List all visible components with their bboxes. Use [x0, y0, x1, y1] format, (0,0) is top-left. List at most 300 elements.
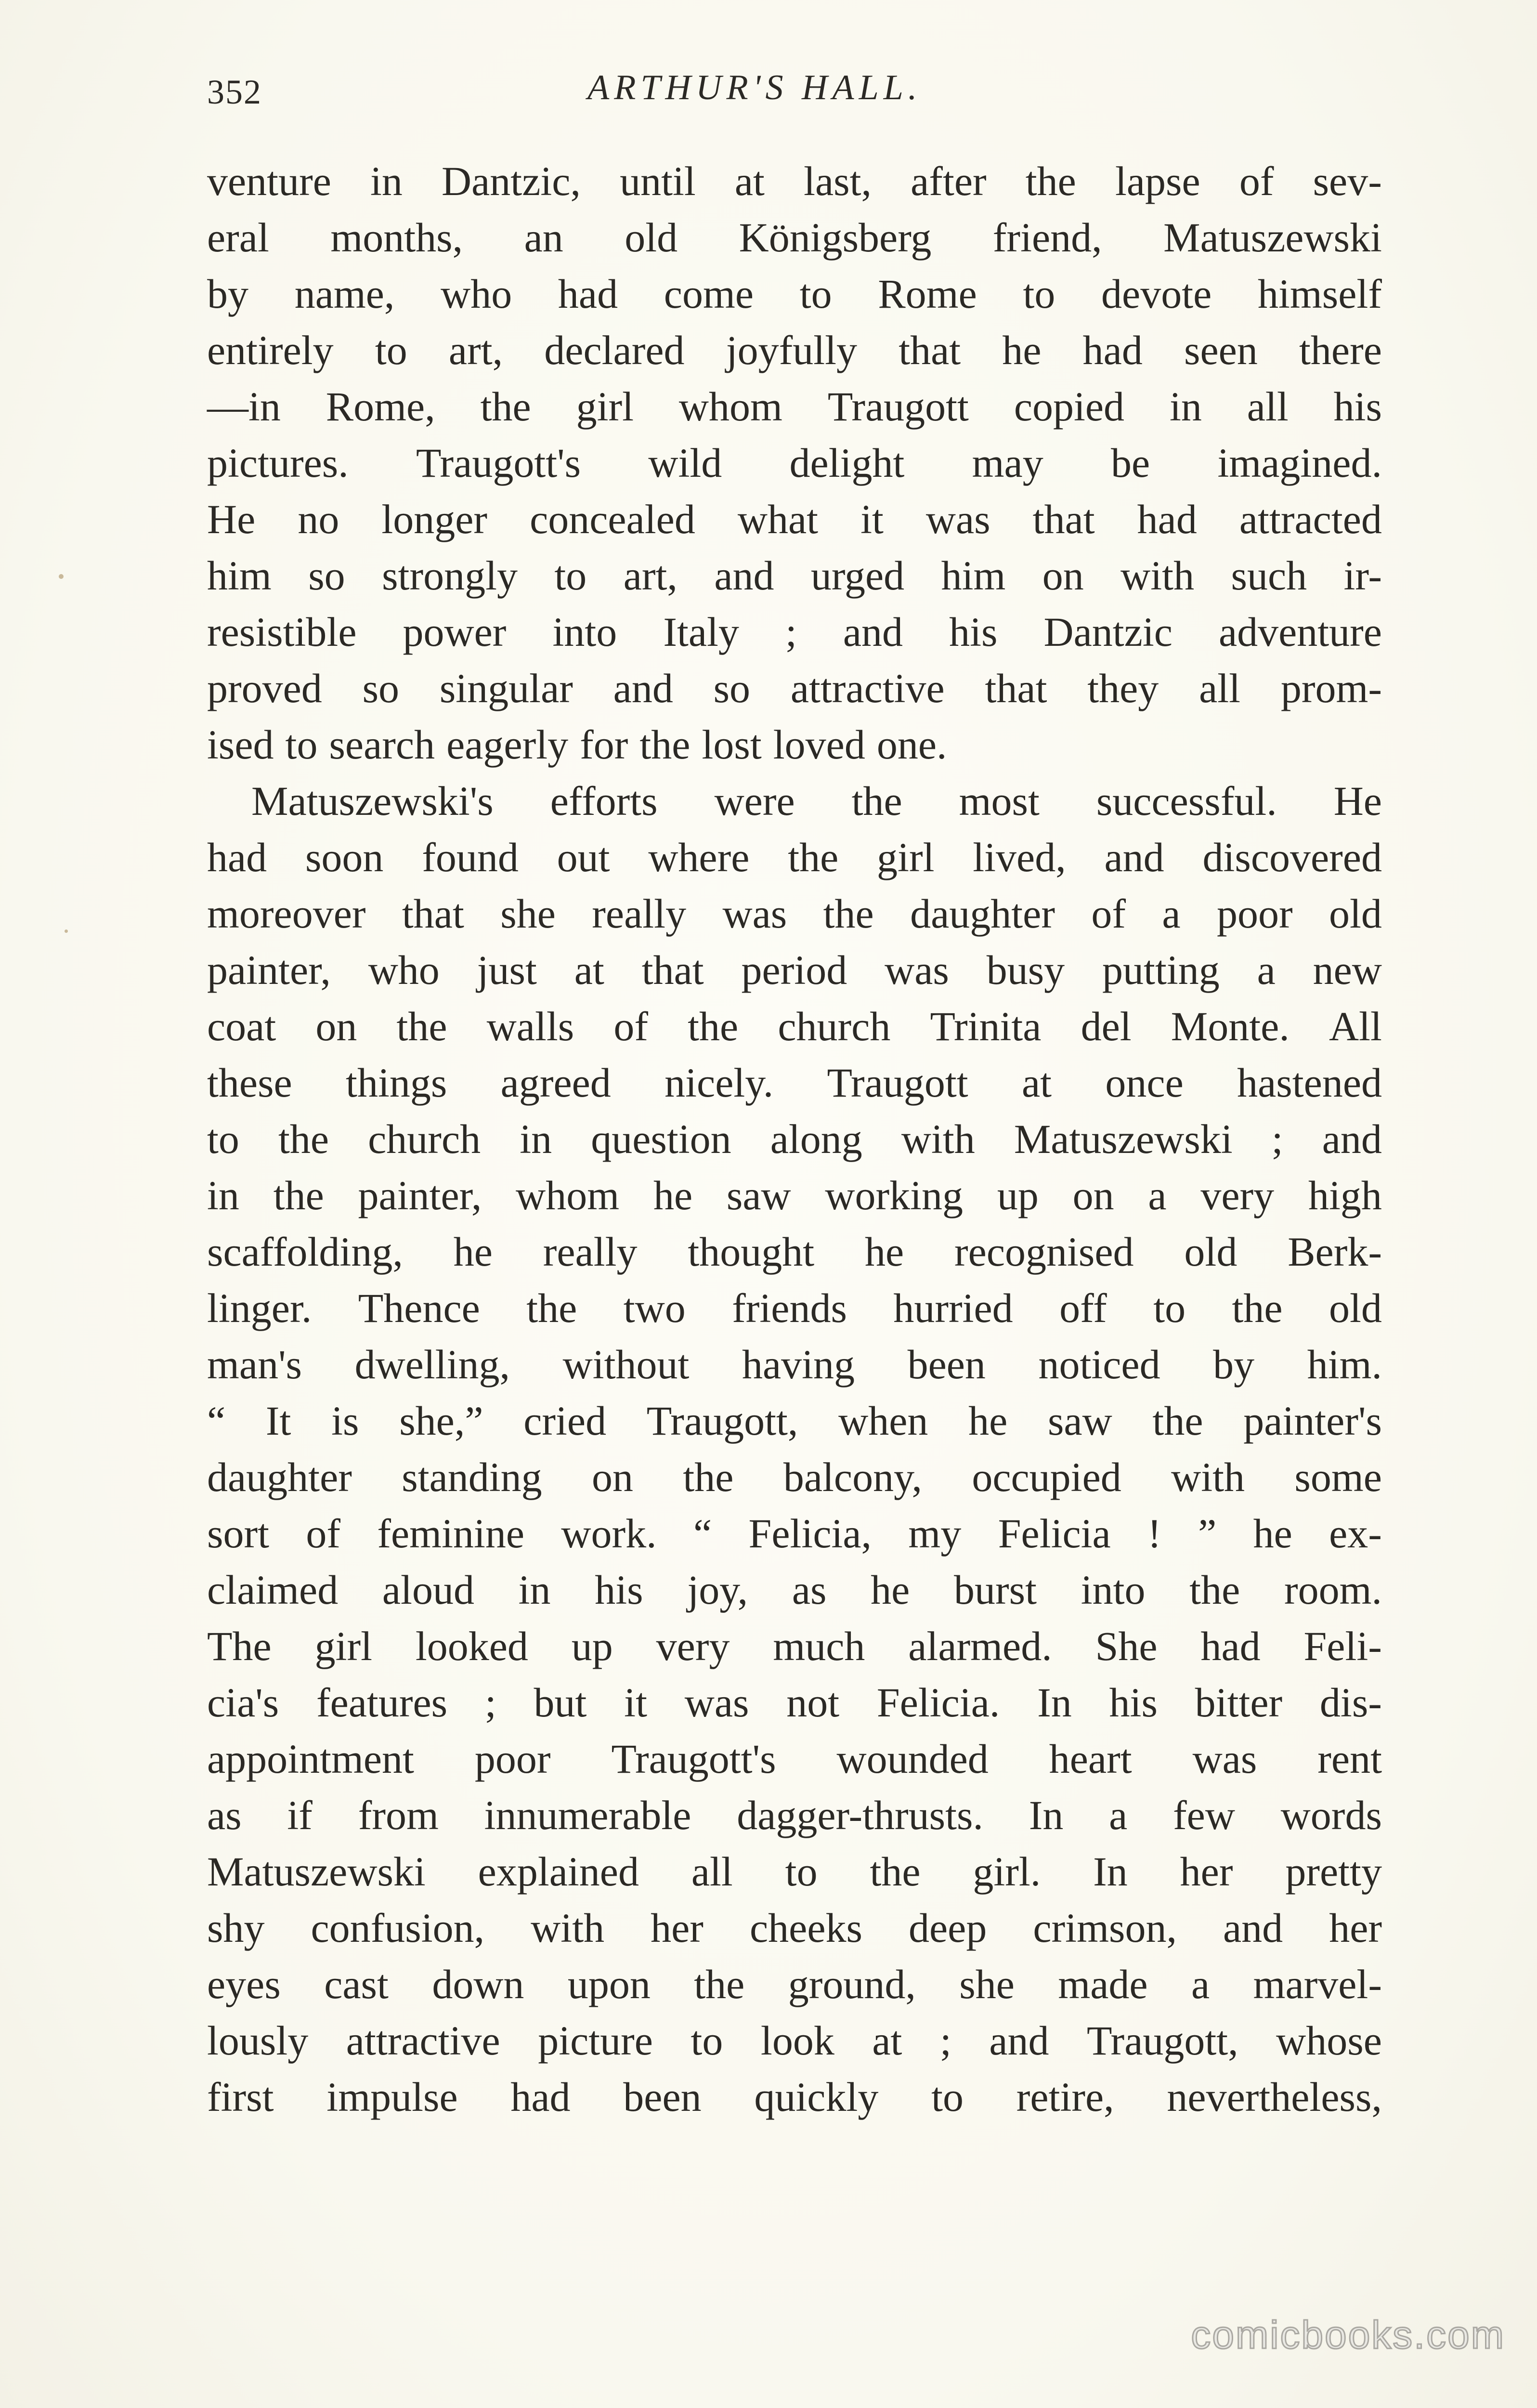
- word: most: [959, 778, 1040, 824]
- word: saw: [726, 1172, 791, 1218]
- word: upon: [567, 1961, 651, 2007]
- word: it: [624, 1679, 647, 1726]
- word: look: [760, 2017, 834, 2064]
- word: She: [1095, 1623, 1158, 1669]
- word: Matuszewski's: [251, 778, 494, 824]
- text-line: [207, 1618, 1382, 1675]
- word: ;: [939, 2017, 951, 2064]
- word: all: [1247, 383, 1289, 430]
- word: Traugott,: [1087, 2017, 1238, 2064]
- word: pictures.: [207, 440, 349, 486]
- text-line: [207, 829, 1382, 886]
- word: girl: [314, 1623, 372, 1669]
- word: Traugott: [827, 1060, 968, 1106]
- word: ;: [484, 1679, 496, 1726]
- word: delight: [789, 440, 905, 486]
- word: ;: [1271, 1116, 1283, 1162]
- word: to: [799, 271, 832, 317]
- word: cia's: [207, 1679, 279, 1726]
- word: “: [693, 1510, 712, 1557]
- word: these: [207, 1060, 292, 1106]
- word: It: [265, 1398, 291, 1444]
- word: that: [641, 947, 704, 993]
- word: from: [358, 1792, 439, 1838]
- text-line: [207, 1336, 1382, 1393]
- word: ground,: [788, 1961, 916, 2007]
- word: Felicia,: [748, 1510, 872, 1557]
- text-line: [207, 266, 1382, 322]
- word: rent: [1317, 1736, 1382, 1782]
- word: up: [571, 1623, 613, 1669]
- word: him: [941, 552, 1006, 599]
- body-text: [207, 153, 1382, 2125]
- word: by: [207, 271, 248, 317]
- word: such: [1231, 552, 1307, 599]
- word: at: [574, 947, 604, 993]
- word: himself: [1257, 271, 1382, 317]
- word: on: [315, 1003, 357, 1049]
- word: words: [1280, 1792, 1382, 1838]
- word: putting: [1102, 947, 1220, 993]
- word: of: [1091, 890, 1126, 937]
- word: the: [683, 1454, 734, 1500]
- word: with: [1120, 552, 1195, 599]
- word: claimed: [207, 1567, 339, 1613]
- word: were: [714, 778, 795, 824]
- word: he: [1002, 327, 1042, 373]
- word: was: [722, 890, 787, 937]
- word: not: [786, 1679, 840, 1726]
- text-line: [207, 1956, 1382, 2013]
- word: entirely: [207, 327, 334, 373]
- word: old: [1184, 1229, 1237, 1275]
- word: longer: [381, 496, 488, 542]
- word: to: [375, 327, 407, 373]
- word: coat: [207, 1003, 276, 1049]
- word: scaffolding,: [207, 1229, 403, 1275]
- word: quickly: [754, 2074, 879, 2120]
- word: come: [664, 271, 754, 317]
- word: the: [639, 721, 690, 768]
- text-line: [207, 1224, 1382, 1280]
- word: high: [1308, 1172, 1382, 1218]
- word: him: [207, 552, 272, 599]
- word: with: [1171, 1454, 1245, 1500]
- word: what: [737, 496, 819, 542]
- word: soon: [305, 834, 384, 880]
- word: friend,: [992, 214, 1102, 261]
- text-line: [207, 1393, 1382, 1449]
- word: and: [1322, 1116, 1382, 1162]
- text-line: [207, 604, 1382, 660]
- word: in: [520, 1116, 552, 1162]
- word: and: [714, 552, 774, 599]
- word: ;: [785, 609, 797, 655]
- text-line: [207, 2013, 1382, 2069]
- word: strongly: [382, 552, 518, 599]
- word: balcony,: [783, 1454, 922, 1500]
- word: that: [985, 665, 1047, 711]
- word: a: [1148, 1172, 1167, 1218]
- word: del: [1081, 1003, 1132, 1049]
- word: feminine: [377, 1510, 525, 1557]
- word: there: [1299, 327, 1382, 373]
- word: Dantzic: [1043, 609, 1172, 655]
- word: very: [1200, 1172, 1275, 1218]
- word: just: [477, 947, 537, 993]
- word: explained: [478, 1848, 639, 1895]
- word: he: [871, 1567, 910, 1613]
- word: at: [734, 158, 765, 204]
- text-line: [207, 1449, 1382, 1505]
- word: Thence: [358, 1285, 480, 1331]
- text-line: [207, 942, 1382, 998]
- word: cheeks: [749, 1905, 862, 1951]
- word: thought: [688, 1229, 815, 1275]
- word: had: [1200, 1623, 1261, 1669]
- word: joy,: [687, 1567, 748, 1613]
- word: whom: [678, 383, 782, 430]
- word: He: [1333, 778, 1382, 824]
- word: sort: [207, 1510, 269, 1557]
- word: and: [613, 665, 673, 711]
- word: new: [1313, 947, 1382, 993]
- word: old: [1329, 890, 1382, 937]
- word: poor: [474, 1736, 551, 1782]
- word: was: [925, 496, 990, 542]
- word: up: [997, 1172, 1039, 1218]
- word: in: [370, 158, 403, 204]
- word: a: [1191, 1961, 1210, 2007]
- word: her: [1180, 1848, 1233, 1895]
- word: he: [865, 1229, 904, 1275]
- word: the: [396, 1003, 447, 1049]
- word: power: [403, 609, 507, 655]
- word: alarmed.: [908, 1623, 1052, 1669]
- word: shy: [207, 1905, 265, 1951]
- word: attracted: [1239, 496, 1382, 542]
- word: to: [554, 552, 587, 599]
- word: down: [432, 1961, 524, 2007]
- paper-speck: [65, 929, 68, 933]
- paper-speck: [59, 574, 64, 579]
- word: he: [968, 1398, 1008, 1444]
- word: Italy: [663, 609, 739, 655]
- word: busy: [986, 947, 1065, 993]
- word: as: [207, 1792, 242, 1838]
- word: impulse: [326, 2074, 458, 2120]
- word: adventure: [1218, 609, 1382, 655]
- word: nevertheless,: [1167, 2074, 1382, 2120]
- word: innumerable: [484, 1792, 691, 1838]
- word: art,: [448, 327, 503, 373]
- word: the: [1152, 1398, 1203, 1444]
- word: copied: [1014, 383, 1125, 430]
- word: Felicia.: [876, 1679, 1000, 1726]
- word: really: [592, 890, 687, 937]
- word: the: [1232, 1285, 1283, 1331]
- word: old: [1329, 1285, 1382, 1331]
- word: working: [825, 1172, 964, 1218]
- word: had: [510, 2074, 571, 2120]
- word: a: [1109, 1792, 1128, 1838]
- word: really: [543, 1229, 638, 1275]
- word: that: [899, 327, 961, 373]
- word: girl: [877, 834, 935, 880]
- word: Dantzic,: [442, 158, 581, 204]
- word: painter's: [1243, 1398, 1382, 1444]
- word: few: [1173, 1792, 1235, 1838]
- word: Traugott: [827, 383, 969, 430]
- word: joyfully: [726, 327, 858, 373]
- word: picture: [538, 2017, 653, 2064]
- word: prom-: [1280, 665, 1382, 711]
- word: saw: [1047, 1398, 1112, 1444]
- word: the: [870, 1848, 921, 1895]
- word: that: [1032, 496, 1095, 542]
- word: appointment: [207, 1736, 414, 1782]
- word: dwelling,: [354, 1341, 510, 1387]
- text-line: [207, 773, 1382, 829]
- word: Königsberg: [739, 214, 932, 261]
- word: efforts: [550, 778, 658, 824]
- word: into: [1081, 1567, 1146, 1613]
- word: ”: [1198, 1510, 1217, 1557]
- word: !: [1147, 1510, 1161, 1557]
- word: girl.: [973, 1848, 1041, 1895]
- word: so: [713, 665, 751, 711]
- site-watermark: comicbooks.com: [1191, 2313, 1505, 2357]
- word: Matuszewski: [207, 1848, 426, 1895]
- word: Trinita: [930, 1003, 1042, 1049]
- text-line: [207, 322, 1382, 379]
- word: off: [1059, 1285, 1107, 1331]
- word: had: [1137, 496, 1197, 542]
- text-line: [207, 1167, 1382, 1224]
- word: All: [1329, 1003, 1382, 1049]
- word: hurried: [893, 1285, 1013, 1331]
- word: to: [207, 1116, 239, 1162]
- word: found: [422, 834, 519, 880]
- word: and: [989, 2017, 1049, 2064]
- word: —in: [207, 383, 281, 430]
- word: singular: [439, 665, 573, 711]
- word: lapse: [1115, 158, 1200, 204]
- word: wild: [648, 440, 722, 486]
- word: after: [911, 158, 987, 204]
- word: so: [362, 665, 400, 711]
- word: Rome: [878, 271, 977, 317]
- word: devote: [1101, 271, 1212, 317]
- word: wounded: [836, 1736, 989, 1782]
- word: man's: [207, 1341, 302, 1387]
- word: resistible: [207, 609, 357, 655]
- word: room.: [1284, 1567, 1382, 1613]
- word: attractive: [790, 665, 945, 711]
- word: cried: [523, 1398, 607, 1444]
- word: to: [1023, 271, 1055, 317]
- word: loved: [773, 721, 865, 768]
- word: art,: [623, 552, 677, 599]
- word: who: [441, 271, 512, 317]
- word: the: [851, 778, 902, 824]
- word: where: [648, 834, 750, 880]
- word: she: [500, 890, 556, 937]
- text-line: [207, 548, 1382, 604]
- word: with: [901, 1116, 975, 1162]
- text-line: [207, 1675, 1382, 1731]
- word: In: [1029, 1792, 1064, 1838]
- word: the: [788, 834, 839, 880]
- word: “: [207, 1398, 226, 1444]
- word: two: [623, 1285, 686, 1331]
- word: Traugott's: [611, 1736, 776, 1782]
- word: attractive: [346, 2017, 500, 2064]
- word: retire,: [1016, 2074, 1114, 2120]
- word: aloud: [382, 1567, 474, 1613]
- word: dis-: [1319, 1679, 1382, 1726]
- word: having: [742, 1341, 855, 1387]
- word: no: [298, 496, 339, 542]
- word: last,: [804, 158, 872, 204]
- word: was: [684, 1679, 749, 1726]
- word: Traugott,: [646, 1398, 798, 1444]
- text-line: [207, 491, 1382, 548]
- word: nicely.: [664, 1060, 774, 1106]
- word: painter,: [358, 1172, 482, 1218]
- word: all: [691, 1848, 733, 1895]
- text-line: [207, 209, 1382, 266]
- word: who: [368, 947, 440, 993]
- word: the: [1189, 1567, 1240, 1613]
- word: standing: [402, 1454, 542, 1500]
- word: ex-: [1329, 1510, 1382, 1557]
- word: his: [595, 1567, 643, 1613]
- word: when: [838, 1398, 928, 1444]
- word: months,: [330, 214, 463, 261]
- word: the: [823, 890, 874, 937]
- word: the: [688, 1003, 739, 1049]
- word: the: [480, 383, 531, 430]
- word: ir-: [1343, 552, 1382, 599]
- word: she,”: [399, 1398, 483, 1444]
- word: of: [613, 1003, 649, 1049]
- word: one.: [876, 721, 947, 768]
- word: at: [872, 2017, 902, 2064]
- word: he: [653, 1172, 693, 1218]
- text-line: [207, 1280, 1382, 1336]
- word: to: [285, 721, 318, 768]
- word: to: [690, 2017, 723, 2064]
- word: eyes: [207, 1961, 281, 2007]
- word: very: [656, 1623, 730, 1669]
- word: daughter: [910, 890, 1055, 937]
- word: had: [558, 271, 618, 317]
- running-title: ARTHUR'S HALL.: [587, 68, 922, 107]
- word: moreover: [207, 890, 366, 937]
- word: made: [1058, 1961, 1148, 2007]
- word: marvel-: [1253, 1961, 1382, 2007]
- word: it: [860, 496, 884, 542]
- text-line: [207, 998, 1382, 1055]
- word: in: [518, 1567, 551, 1613]
- word: in: [1169, 383, 1202, 430]
- word: for: [580, 721, 628, 768]
- word: question: [591, 1116, 731, 1162]
- text-line: [207, 660, 1382, 717]
- word: successful.: [1096, 778, 1277, 824]
- word: old: [625, 214, 678, 261]
- word: burst: [954, 1567, 1037, 1613]
- word: In: [1037, 1679, 1072, 1726]
- word: into: [552, 609, 617, 655]
- word: is: [331, 1398, 359, 1444]
- word: church: [778, 1003, 891, 1049]
- text-line: [207, 435, 1382, 491]
- word: on: [592, 1454, 634, 1500]
- word: bitter: [1195, 1679, 1283, 1726]
- word: and: [843, 609, 903, 655]
- text-line: [207, 1787, 1382, 1844]
- word: imagined.: [1217, 440, 1382, 486]
- word: to: [931, 2074, 964, 2120]
- word: proved: [207, 665, 322, 711]
- word: painter,: [207, 947, 331, 993]
- word: be: [1111, 440, 1150, 486]
- word: by: [1213, 1341, 1255, 1387]
- word: things: [346, 1060, 447, 1106]
- word: linger.: [207, 1285, 312, 1331]
- word: dagger-thrusts.: [737, 1792, 983, 1838]
- word: his: [949, 609, 998, 655]
- word: noticed: [1038, 1341, 1160, 1387]
- word: Berk-: [1288, 1229, 1382, 1275]
- word: once: [1105, 1060, 1184, 1106]
- word: Rome,: [326, 383, 435, 430]
- text-line: [207, 1505, 1382, 1562]
- text-line: [207, 153, 1382, 209]
- word: on: [1042, 552, 1084, 599]
- word: whom: [516, 1172, 620, 1218]
- text-line: [207, 1111, 1382, 1167]
- word: been: [623, 2074, 702, 2120]
- word: lously: [207, 2017, 309, 2064]
- word: eagerly: [446, 721, 569, 768]
- word: The: [207, 1623, 272, 1669]
- word: much: [773, 1623, 865, 1669]
- word: his: [1333, 383, 1382, 430]
- word: been: [907, 1341, 986, 1387]
- word: until: [620, 158, 696, 204]
- word: urged: [810, 552, 905, 599]
- word: but: [534, 1679, 587, 1726]
- word: lived,: [973, 834, 1066, 880]
- word: deep: [909, 1905, 987, 1951]
- word: recognised: [954, 1229, 1134, 1275]
- text-line: [207, 1055, 1382, 1111]
- word: to: [1153, 1285, 1186, 1331]
- text-line: [207, 1731, 1382, 1787]
- word: my: [908, 1510, 962, 1557]
- word: concealed: [530, 496, 695, 542]
- word: period: [741, 947, 847, 993]
- word: some: [1294, 1454, 1382, 1500]
- word: crimson,: [1033, 1905, 1177, 1951]
- word: Traugott's: [416, 440, 581, 486]
- word: heart: [1049, 1736, 1132, 1782]
- word: all: [1199, 665, 1241, 711]
- word: that: [402, 890, 464, 937]
